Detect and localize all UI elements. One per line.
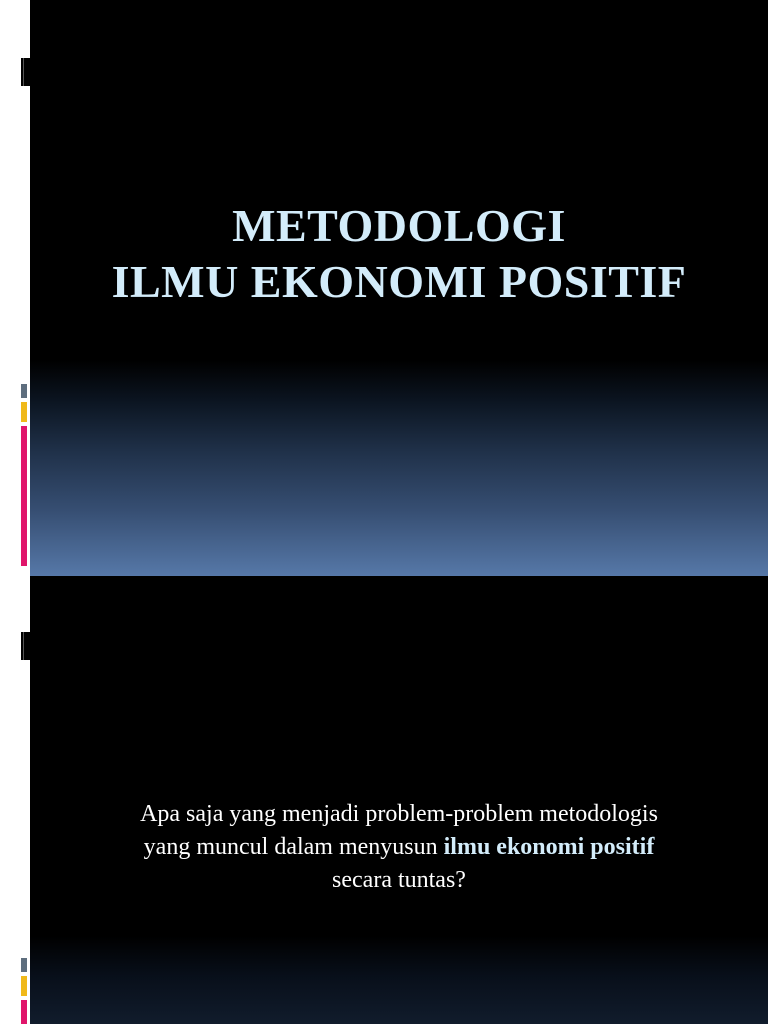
accent-bar-pink xyxy=(21,426,27,566)
accent-bar-gray xyxy=(21,384,27,398)
slide-marker-icon xyxy=(18,632,30,660)
body-line-2-prefix: yang muncul dalam menyusun xyxy=(143,834,444,860)
slide-2 xyxy=(0,576,768,1024)
body-line-2 xyxy=(30,831,768,864)
slide-body xyxy=(30,798,768,897)
body-highlight: ilmu ekonomi positif xyxy=(443,834,655,860)
accent-bar-yellow xyxy=(21,976,27,996)
accent-bar-pink xyxy=(21,1000,27,1024)
slide-marker-icon xyxy=(18,58,30,86)
body-line-1: Apa saja yang menjadi problem-problem metodologis xyxy=(140,801,658,827)
title-line-1: METODOLOGI xyxy=(232,200,566,251)
title-line-2: ILMU EKONOMI POSITIF xyxy=(111,256,687,307)
accent-bar-yellow xyxy=(21,402,27,422)
accent-bar-gray xyxy=(21,958,27,972)
body-line-3: secara tuntas? xyxy=(332,867,466,893)
slide-title xyxy=(30,198,768,310)
